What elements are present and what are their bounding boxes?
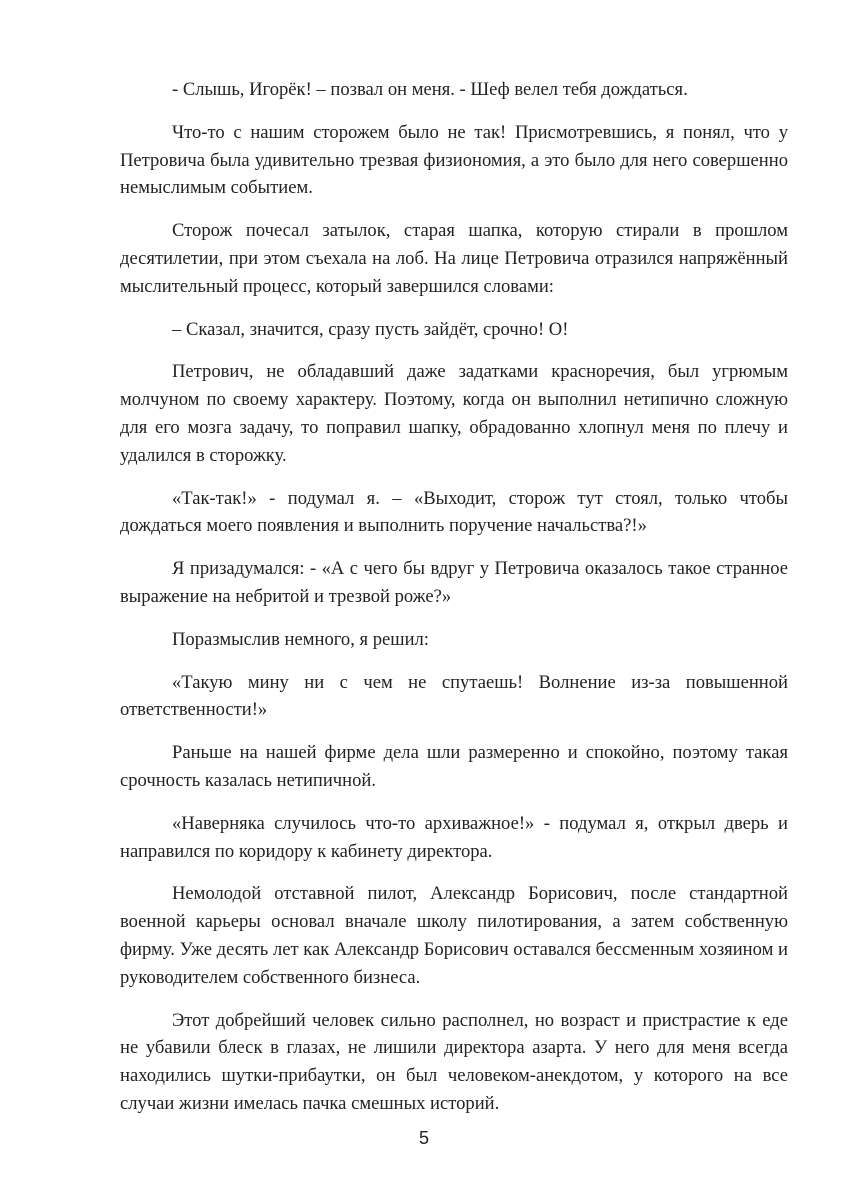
paragraph: Поразмыслив немного, я решил: <box>172 628 429 650</box>
paragraph: Что-то с нашим сторожем было не так! Присмотревшись, я понял, что у Петровича была удивительно трезвая физиономия, а это было для него совершенно немыслимым событием. <box>120 121 788 199</box>
paragraph: Раньше на нашей фирме дела шли размеренно и спокойно, поэтому такая срочность казалась нетипичной. <box>120 742 788 791</box>
paragraph: - Слышь, Игорёк! – позвал он меня. - Шеф велел тебя дождаться. <box>172 79 688 100</box>
paragraph: Петрович, не обладавший даже задатками красноречия, был угрюмым молчуном по своему характеру. Поэтому, когда он выполнил нетипично сложную для его мозга задачу, то поправил шапку, обрадованно хлопнул меня по плечу и удалился в сторожку. <box>120 361 788 466</box>
paragraph: Немолодой отставной пилот, Александр Борисович, после стандартной военной карьеры основал вначале школу пилотирования, а затем собственную фирму. Уже десять лет как Александр Борисович оставался бессменным хозяином и руководителем собственного бизнеса. <box>120 883 788 988</box>
paragraph: «Так-так!» - подумал я. – «Выходит, сторож тут стоял, только чтобы дождаться моего появления и выполнить поручение начальства?!» <box>120 487 788 537</box>
paragraph: Я призадумался: - «А с чего бы вдруг у Петровича оказалось такое странное выражение на небритой и трезвой роже?» <box>120 558 788 607</box>
paragraph: Сторож почесал затылок, старая шапка, которую стирали в прошлом десятилетии, при этом съехала на лоб. На лице Петровича отразился напряжённый мыслительный процесс, который завершился словами: <box>120 220 788 297</box>
paragraph: «Такую мину ни с чем не спутаешь! Волнение из-за повышенной ответственности!» <box>120 671 788 721</box>
paragraph: «Наверняка случилось что-то архиважное!» - подумал я, открыл дверь и направился по коридору к кабинету директора. <box>120 812 788 862</box>
page-number: 5 <box>418 1128 429 1148</box>
body-text <box>120 76 788 1133</box>
paragraph: Этот добрейший человек сильно располнел, но возраст и пристрастие к еде не убавили блеск в глазах, не лишили директора азарта. У него для меня всегда находились шутки-прибаутки, он был человеком-анекдотом, у которого на все случаи жизни имелась пачка смешных историй. <box>120 1009 788 1114</box>
paragraph: – Сказал, значится, сразу пусть зайдёт, срочно! О! <box>172 318 569 340</box>
